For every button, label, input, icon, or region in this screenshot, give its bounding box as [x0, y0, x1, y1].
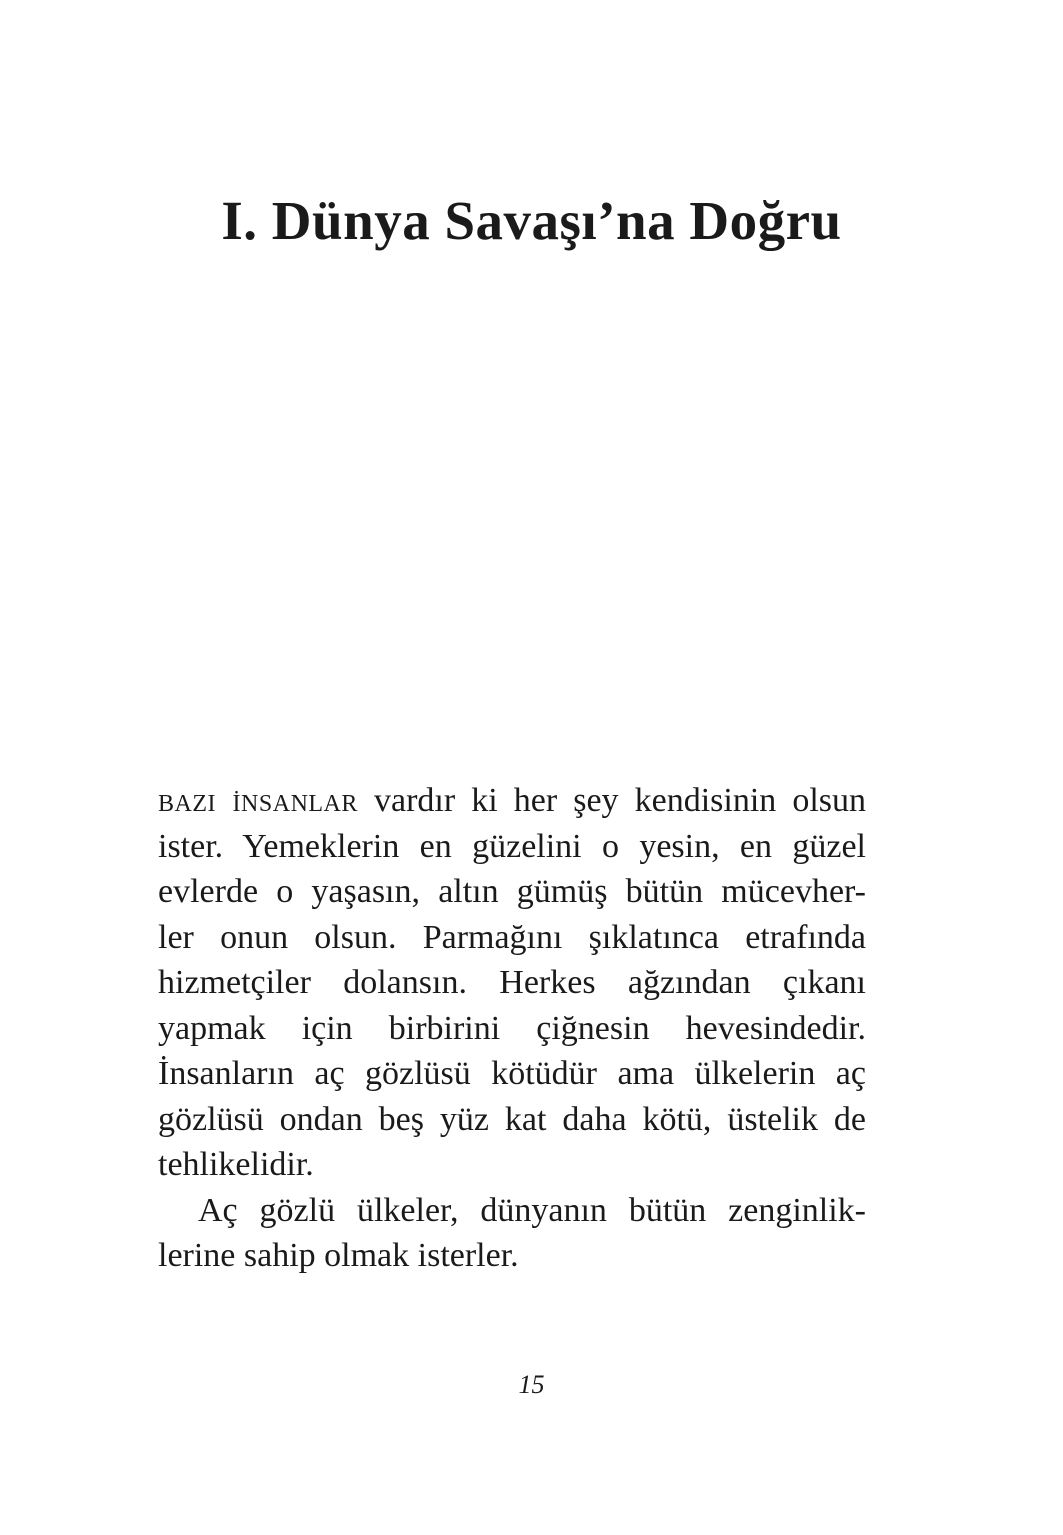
- paragraph-1-line-1: [158, 778, 866, 824]
- small-caps-lead: bazi i̇nsanlar: [158, 782, 358, 819]
- page-number: 15: [518, 1370, 545, 1399]
- paragraph-1-line-3: evlerde o yaşasın, altın gümüş bütün mücevher-: [158, 873, 866, 910]
- chapter-title: I. Dünya Savaşı’na Doğru: [221, 190, 842, 251]
- paragraph-1-line-9: tehlikelidir.: [158, 1146, 314, 1183]
- paragraph-2-line-1: Aç gözlü ülkeler, dünyanın bütün zenginlik-: [198, 1191, 866, 1229]
- body-text: [158, 778, 866, 1279]
- paragraph-1-line-8: gözlüsü ondan beş yüz kat daha kötü, üstelik de: [158, 1100, 866, 1138]
- paragraph-1-line-5: hizmetçiler dolansın. Herkes ağzından çıkanı: [158, 964, 866, 1001]
- paragraph-1-line-2: ister. Yemeklerin en güzelini o yesin, en güzel: [158, 827, 866, 865]
- paragraph-1-line-7: İnsanların aç gözlüsü kötüdür ama ülkelerin aç: [158, 1055, 866, 1092]
- paragraph-1-line-4: ler onun olsun. Parmağını şıklatınca etrafında: [158, 918, 866, 956]
- line-text: vardır ki her şey kendisinin olsun: [357, 782, 866, 819]
- paragraph-2-line-2: lerine sahip olmak isterler.: [158, 1237, 519, 1274]
- paragraph-1-line-6: yapmak için birbirini çiğnesin hevesindedir.: [158, 1009, 866, 1047]
